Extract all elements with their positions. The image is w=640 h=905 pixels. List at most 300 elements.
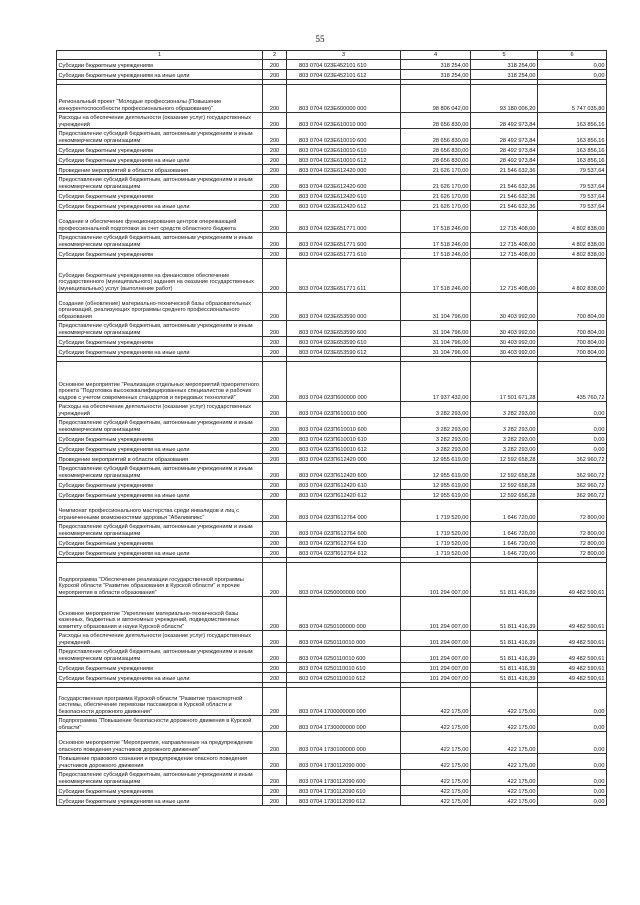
executed-amount: 51 811 416,39: [471, 663, 538, 673]
approved-amount: 12 955 619,00: [401, 480, 471, 490]
approved-amount: 31 104 796,00: [401, 321, 471, 337]
table-row: [57, 113, 607, 129]
budget-classification-code: 803 0704 023Е610010 612: [287, 155, 401, 165]
executed-amount: 21 546 632,36: [471, 191, 538, 201]
admin-code: 200: [263, 129, 287, 145]
line-item-name: Предоставление субсидий бюджетным, автономным учреждениям и иным некоммерческим организациям: [57, 418, 263, 434]
line-item-name: Расходы на обеспечение деятельности (оказание услуг) государственных учреждений: [57, 402, 263, 418]
table-row: [57, 770, 607, 786]
budget-classification-code: 803 0704 023Е612420 600: [287, 175, 401, 191]
line-item-name: Основное мероприятие "Укрепление материально-технической базы казенных, бюджетных и автономных учреждений, подведомственных комитету образования и науки Курской области": [57, 597, 263, 631]
unexecuted-amount: 72 800,00: [538, 538, 607, 548]
line-item-name: Субсидии бюджетным учреждениям: [57, 786, 263, 796]
unexecuted-amount: 49 482 590,61: [538, 631, 607, 647]
admin-code: 200: [263, 480, 287, 490]
column-header: 2: [263, 51, 287, 60]
unexecuted-amount: 0,00: [538, 444, 607, 454]
executed-amount: 3 282 293,00: [471, 444, 538, 454]
unexecuted-amount: 163 856,16: [538, 155, 607, 165]
admin-code: 200: [263, 113, 287, 129]
line-item-name: Предоставление субсидий бюджетным, автономным учреждениям и иным некоммерческим организациям: [57, 233, 263, 249]
executed-amount: 30 403 992,00: [471, 347, 538, 357]
admin-code: 200: [263, 201, 287, 211]
table-row: [57, 85, 607, 113]
approved-amount: 31 104 796,00: [401, 347, 471, 357]
admin-code: 200: [263, 490, 287, 500]
admin-code: 200: [263, 337, 287, 347]
line-item-name: Субсидии бюджетным учреждениям на иные цели: [57, 70, 263, 80]
table-row: [57, 347, 607, 357]
executed-amount: 93 180 006,20: [471, 85, 538, 113]
page-number: 55: [315, 34, 325, 44]
budget-classification-code: 803 0704 023Е653590 600: [287, 321, 401, 337]
approved-amount: 3 282 293,00: [401, 434, 471, 444]
unexecuted-amount: 0,00: [538, 754, 607, 770]
approved-amount: 3 282 293,00: [401, 418, 471, 434]
admin-code: 200: [263, 597, 287, 631]
budget-classification-code: 803 0704 023Е653590 610: [287, 337, 401, 347]
table-row: [57, 663, 607, 673]
unexecuted-amount: 700 804,00: [538, 337, 607, 347]
line-item-name: Предоставление субсидий бюджетным, автономным учреждениям и иным некоммерческим организациям: [57, 522, 263, 538]
executed-amount: 1 646 720,00: [471, 538, 538, 548]
approved-amount: 318 254,00: [401, 60, 471, 70]
admin-code: 200: [263, 60, 287, 70]
header-row: [57, 51, 607, 60]
admin-code: 200: [263, 522, 287, 538]
table-row: [57, 70, 607, 80]
approved-amount: 101 294 007,00: [401, 563, 471, 597]
executed-amount: 422 175,00: [471, 786, 538, 796]
table-row: [57, 548, 607, 558]
admin-code: 200: [263, 347, 287, 357]
admin-code: 200: [263, 70, 287, 80]
budget-classification-code: 803 0704 023Е612420 610: [287, 191, 401, 201]
line-item-name: Расходы на обеспечение деятельности (оказание услуг) государственных учреждений: [57, 631, 263, 647]
unexecuted-amount: 700 804,00: [538, 293, 607, 321]
table-row: [57, 454, 607, 464]
column-header: 3: [287, 51, 401, 60]
budget-classification-code: 803 0704 023Е651771 610: [287, 249, 401, 259]
line-item-name: Субсидии бюджетным учреждениям на иные цели: [57, 201, 263, 211]
approved-amount: 17 518 246,00: [401, 249, 471, 259]
approved-amount: 1 719 520,00: [401, 538, 471, 548]
unexecuted-amount: 0,00: [538, 716, 607, 732]
budget-classification-code: 803 0704 023П612764 600: [287, 522, 401, 538]
table-row: [57, 631, 607, 647]
line-item-name: Субсидии бюджетным учреждениям на иные цели: [57, 347, 263, 357]
line-item-name: Основное мероприятие "Реализация отдельных мероприятий приоритетного проекта "Подготовка высококвалифицированных специалистов и рабочих кадров с учетом современных стандартов и передовых технологий": [57, 362, 263, 402]
approved-amount: 318 254,00: [401, 70, 471, 80]
budget-classification-code: 803 0704 023Е452101 610: [287, 60, 401, 70]
budget-classification-code: 803 0704 0250110010 612: [287, 673, 401, 683]
unexecuted-amount: 362 960,72: [538, 480, 607, 490]
line-item-name: Подпрограмма "Повышение безопасности дорожного движения в Курской области": [57, 716, 263, 732]
table-row: [57, 538, 607, 548]
budget-classification-code: 803 0704 023Е612420 612: [287, 201, 401, 211]
unexecuted-amount: 700 804,00: [538, 347, 607, 357]
line-item-name: Проведение мероприятий в области образования: [57, 165, 263, 175]
table-row: [57, 145, 607, 155]
approved-amount: 12 955 619,00: [401, 454, 471, 464]
executed-amount: 12 715 408,00: [471, 211, 538, 233]
budget-classification-code: 803 0704 1730112090 000: [287, 754, 401, 770]
approved-amount: 422 175,00: [401, 732, 471, 754]
admin-code: 200: [263, 145, 287, 155]
unexecuted-amount: 362 960,72: [538, 464, 607, 480]
executed-amount: 3 282 293,00: [471, 434, 538, 444]
executed-amount: 12 715 408,00: [471, 233, 538, 249]
line-item-name: Субсидии бюджетным учреждениям на иные цели: [57, 548, 263, 558]
admin-code: 200: [263, 191, 287, 201]
table-row: [57, 522, 607, 538]
budget-classification-code: 803 0704 0250000000 000: [287, 563, 401, 597]
budget-classification-code: 803 0704 023П612764 612: [287, 548, 401, 558]
budget-classification-code: 803 0704 023П612420 612: [287, 490, 401, 500]
unexecuted-amount: 72 800,00: [538, 500, 607, 522]
unexecuted-amount: 79 537,64: [538, 201, 607, 211]
line-item-name: Субсидии бюджетным учреждениям на финансовое обеспечение государственного (муниципального) задания на оказание государственных (муниципальных) услуг (выполнение работ): [57, 259, 263, 293]
table-row: [57, 673, 607, 683]
table-row: [57, 786, 607, 796]
unexecuted-amount: 72 800,00: [538, 548, 607, 558]
admin-code: 200: [263, 418, 287, 434]
line-item-name: Субсидии бюджетным учреждениям на иные цели: [57, 155, 263, 165]
executed-amount: 12 715 408,00: [471, 249, 538, 259]
table-row: [57, 480, 607, 490]
admin-code: 200: [263, 434, 287, 444]
line-item-name: Субсидии бюджетным учреждениям: [57, 480, 263, 490]
admin-code: 200: [263, 673, 287, 683]
approved-amount: 12 955 619,00: [401, 464, 471, 480]
column-header: 4: [401, 51, 471, 60]
unexecuted-amount: 4 802 838,00: [538, 211, 607, 233]
line-item-name: Предоставление субсидий бюджетным, автономным учреждениям и иным некоммерческим организациям: [57, 321, 263, 337]
unexecuted-amount: 4 802 838,00: [538, 259, 607, 293]
line-item-name: Субсидии бюджетным учреждениям на иные цели: [57, 796, 263, 806]
budget-classification-code: 803 0704 023П610010 612: [287, 444, 401, 454]
table-row: [57, 259, 607, 293]
unexecuted-amount: 79 537,64: [538, 165, 607, 175]
line-item-name: Региональный проект "Молодые профессионалы (Повышение конкурентоспособности профессионального образования)": [57, 85, 263, 113]
unexecuted-amount: 0,00: [538, 732, 607, 754]
approved-amount: 31 104 796,00: [401, 293, 471, 321]
approved-amount: 12 955 619,00: [401, 490, 471, 500]
admin-code: 200: [263, 548, 287, 558]
unexecuted-amount: 4 802 838,00: [538, 249, 607, 259]
line-item-name: Расходы на обеспечение деятельности (оказание услуг) государственных учреждений: [57, 113, 263, 129]
executed-amount: 3 282 293,00: [471, 402, 538, 418]
unexecuted-amount: 362 960,72: [538, 454, 607, 464]
admin-code: 200: [263, 786, 287, 796]
budget-classification-code: 803 0704 023П612420 600: [287, 464, 401, 480]
table-row: [57, 191, 607, 201]
executed-amount: 28 492 973,84: [471, 113, 538, 129]
budget-classification-code: 803 0704 1700000000 000: [287, 688, 401, 716]
line-item-name: Предоставление субсидий бюджетным, автономным учреждениям и иным некоммерческим организациям: [57, 464, 263, 480]
line-item-name: Повышение правового сознания и предупреждение опасного поведения участников дорожного движения: [57, 754, 263, 770]
table-row: [57, 688, 607, 716]
table-row: [57, 647, 607, 663]
approved-amount: 1 719 520,00: [401, 548, 471, 558]
line-item-name: Субсидии бюджетным учреждениям: [57, 249, 263, 259]
executed-amount: 422 175,00: [471, 754, 538, 770]
line-item-name: Предоставление субсидий бюджетным, автономным учреждениям и иным некоммерческим организациям: [57, 175, 263, 191]
unexecuted-amount: 700 804,00: [538, 321, 607, 337]
executed-amount: 12 592 658,28: [471, 480, 538, 490]
executed-amount: 51 811 416,39: [471, 597, 538, 631]
executed-amount: 21 546 632,36: [471, 165, 538, 175]
column-header: 6: [538, 51, 607, 60]
budget-classification-code: 803 0704 023Е452101 612: [287, 70, 401, 80]
executed-amount: 422 175,00: [471, 732, 538, 754]
admin-code: 200: [263, 175, 287, 191]
table-row: [57, 500, 607, 522]
budget-classification-code: 803 0704 023Е610010 610: [287, 145, 401, 155]
executed-amount: 422 175,00: [471, 770, 538, 786]
admin-code: 200: [263, 770, 287, 786]
executed-amount: 28 492 973,84: [471, 145, 538, 155]
approved-amount: 21 626 170,00: [401, 165, 471, 175]
budget-classification-code: 803 0704 1730112090 610: [287, 786, 401, 796]
budget-classification-code: 803 0704 023Е651771 000: [287, 211, 401, 233]
unexecuted-amount: 49 482 590,61: [538, 597, 607, 631]
budget-classification-code: 803 0704 0250100000 000: [287, 597, 401, 631]
table-row: [57, 362, 607, 402]
approved-amount: 422 175,00: [401, 688, 471, 716]
table-row: [57, 60, 607, 70]
unexecuted-amount: 5 747 035,80: [538, 85, 607, 113]
unexecuted-amount: 0,00: [538, 60, 607, 70]
budget-classification-code: 803 0704 023П610010 610: [287, 434, 401, 444]
unexecuted-amount: 0,00: [538, 796, 607, 806]
admin-code: 200: [263, 663, 287, 673]
admin-code: 200: [263, 732, 287, 754]
admin-code: 200: [263, 293, 287, 321]
budget-classification-code: 803 0704 0250110010 000: [287, 631, 401, 647]
table-row: [57, 249, 607, 259]
approved-amount: 28 656 830,00: [401, 145, 471, 155]
admin-code: 200: [263, 631, 287, 647]
unexecuted-amount: 49 482 590,61: [538, 663, 607, 673]
executed-amount: 51 811 416,39: [471, 563, 538, 597]
unexecuted-amount: 49 482 590,61: [538, 673, 607, 683]
budget-classification-code: 803 0704 1730112090 612: [287, 796, 401, 806]
executed-amount: 422 175,00: [471, 688, 538, 716]
approved-amount: 101 294 007,00: [401, 597, 471, 631]
admin-code: 200: [263, 647, 287, 663]
executed-amount: 1 646 720,00: [471, 500, 538, 522]
line-item-name: Субсидии бюджетным учреждениям: [57, 145, 263, 155]
approved-amount: 101 294 007,00: [401, 647, 471, 663]
budget-classification-code: 803 0704 023Е653590 612: [287, 347, 401, 357]
admin-code: 200: [263, 165, 287, 175]
approved-amount: 3 282 293,00: [401, 444, 471, 454]
approved-amount: 31 104 796,00: [401, 337, 471, 347]
budget-classification-code: 803 0704 023П612764 000: [287, 500, 401, 522]
admin-code: 200: [263, 155, 287, 165]
executed-amount: 51 811 416,39: [471, 673, 538, 683]
table-row: [57, 732, 607, 754]
executed-amount: 12 715 408,00: [471, 259, 538, 293]
unexecuted-amount: 0,00: [538, 786, 607, 796]
table-row: [57, 211, 607, 233]
executed-amount: 12 592 658,28: [471, 454, 538, 464]
line-item-name: Субсидии бюджетным учреждениям на иные цели: [57, 673, 263, 683]
table-row: [57, 321, 607, 337]
budget-classification-code: 803 0704 0250110010 600: [287, 647, 401, 663]
executed-amount: 12 592 658,28: [471, 490, 538, 500]
line-item-name: Предоставление субсидий бюджетным, автономным учреждениям и иным некоммерческим организациям: [57, 770, 263, 786]
executed-amount: 51 811 416,39: [471, 631, 538, 647]
line-item-name: Государственная программа Курской области "Развитие транспортной системы, обеспечение перевозки пассажиров в Курской области и безопасности дорожного движения": [57, 688, 263, 716]
approved-amount: 17 518 246,00: [401, 259, 471, 293]
approved-amount: 28 656 830,00: [401, 113, 471, 129]
admin-code: 200: [263, 402, 287, 418]
table-row: [57, 201, 607, 211]
table-row: [57, 490, 607, 500]
budget-classification-code: 803 0704 023Е612420 000: [287, 165, 401, 175]
executed-amount: 1 646 720,00: [471, 548, 538, 558]
unexecuted-amount: 72 800,00: [538, 522, 607, 538]
unexecuted-amount: 4 802 838,00: [538, 233, 607, 249]
executed-amount: 422 175,00: [471, 716, 538, 732]
admin-code: 200: [263, 321, 287, 337]
approved-amount: 422 175,00: [401, 770, 471, 786]
approved-amount: 101 294 007,00: [401, 631, 471, 647]
admin-code: 200: [263, 444, 287, 454]
unexecuted-amount: 49 482 590,61: [538, 647, 607, 663]
table-row: [57, 563, 607, 597]
unexecuted-amount: 163 856,16: [538, 145, 607, 155]
unexecuted-amount: 49 482 590,61: [538, 563, 607, 597]
budget-classification-code: 803 0704 1730100000 000: [287, 732, 401, 754]
table-row: [57, 293, 607, 321]
executed-amount: 21 546 632,36: [471, 201, 538, 211]
admin-code: 200: [263, 211, 287, 233]
table-row: [57, 175, 607, 191]
unexecuted-amount: 79 537,64: [538, 191, 607, 201]
budget-classification-code: 803 0704 023П612420 000: [287, 454, 401, 464]
budget-execution-table: [56, 50, 607, 806]
executed-amount: 422 175,00: [471, 796, 538, 806]
table-row: [57, 597, 607, 631]
table-row: [57, 754, 607, 770]
budget-classification-code: 803 0704 023П612420 610: [287, 480, 401, 490]
approved-amount: 422 175,00: [401, 796, 471, 806]
approved-amount: 21 626 170,00: [401, 201, 471, 211]
line-item-name: Субсидии бюджетным учреждениям: [57, 538, 263, 548]
approved-amount: 1 719 520,00: [401, 500, 471, 522]
line-item-name: Субсидии бюджетным учреждениям: [57, 60, 263, 70]
executed-amount: 51 811 416,39: [471, 647, 538, 663]
budget-classification-code: 803 0704 0250110010 610: [287, 663, 401, 673]
budget-classification-code: 803 0704 023П600000 000: [287, 362, 401, 402]
table-row: [57, 155, 607, 165]
unexecuted-amount: 0,00: [538, 418, 607, 434]
executed-amount: 1 646 720,00: [471, 522, 538, 538]
executed-amount: 318 254,00: [471, 60, 538, 70]
approved-amount: 101 294 007,00: [401, 673, 471, 683]
budget-classification-code: 803 0704 1730000000 000: [287, 716, 401, 732]
executed-amount: 318 254,00: [471, 70, 538, 80]
approved-amount: 28 656 830,00: [401, 129, 471, 145]
budget-classification-code: 803 0704 023Е600000 000: [287, 85, 401, 113]
line-item-name: Основное мероприятие "Мероприятия, направленные на предупреждение опасного поведения участников дорожного движения": [57, 732, 263, 754]
admin-code: 200: [263, 464, 287, 480]
table-body: [57, 60, 607, 806]
budget-classification-code: 803 0704 023П612764 610: [287, 538, 401, 548]
unexecuted-amount: 435 760,72: [538, 362, 607, 402]
unexecuted-amount: 79 537,64: [538, 175, 607, 191]
budget-classification-code: 803 0704 023П610010 600: [287, 418, 401, 434]
executed-amount: 28 492 973,84: [471, 129, 538, 145]
line-item-name: Подпрограмма "Обеспечение реализации государственной программы Курской области "Развитие образования в Курской области" и прочие мероприятия в области образования": [57, 563, 263, 597]
admin-code: 200: [263, 563, 287, 597]
table-row: [57, 129, 607, 145]
approved-amount: 98 806 042,00: [401, 85, 471, 113]
line-item-name: Чемпионат профессионального мастерства среди инвалидов и лиц с ограниченными возможностями здоровья "Абилимпикс": [57, 500, 263, 522]
approved-amount: 422 175,00: [401, 716, 471, 732]
line-item-name: Субсидии бюджетным учреждениям на иные цели: [57, 490, 263, 500]
line-item-name: Создание и обеспечение функционирования центров опережающей профессиональной подготовки за счет средств областного бюджета: [57, 211, 263, 233]
column-header: 5: [471, 51, 538, 60]
admin-code: 200: [263, 500, 287, 522]
line-item-name: Проведение мероприятий в области образования: [57, 454, 263, 464]
executed-amount: 30 403 992,00: [471, 321, 538, 337]
approved-amount: 1 719 520,00: [401, 522, 471, 538]
admin-code: 200: [263, 249, 287, 259]
budget-classification-code: 803 0704 023Е653590 000: [287, 293, 401, 321]
approved-amount: 21 626 170,00: [401, 191, 471, 201]
unexecuted-amount: 0,00: [538, 434, 607, 444]
table-row: [57, 402, 607, 418]
admin-code: 200: [263, 454, 287, 464]
unexecuted-amount: 163 856,16: [538, 129, 607, 145]
line-item-name: Предоставление субсидий бюджетным, автономным учреждениям и иным некоммерческим организациям: [57, 647, 263, 663]
admin-code: 200: [263, 538, 287, 548]
budget-classification-code: 803 0704 1730112090 600: [287, 770, 401, 786]
approved-amount: 422 175,00: [401, 754, 471, 770]
table-row: [57, 464, 607, 480]
admin-code: 200: [263, 362, 287, 402]
column-header: 1: [57, 51, 263, 60]
admin-code: 200: [263, 716, 287, 732]
line-item-name: Предоставление субсидий бюджетным, автономным учреждениям и иным некоммерческим организациям: [57, 129, 263, 145]
approved-amount: 101 294 007,00: [401, 663, 471, 673]
admin-code: 200: [263, 796, 287, 806]
approved-amount: 3 282 293,00: [401, 402, 471, 418]
executed-amount: 30 403 992,00: [471, 337, 538, 347]
budget-classification-code: 803 0704 023Е610010 600: [287, 129, 401, 145]
table-row: [57, 165, 607, 175]
admin-code: 200: [263, 233, 287, 249]
executed-amount: 12 592 658,28: [471, 464, 538, 480]
line-item-name: Субсидии бюджетным учреждениям: [57, 337, 263, 347]
budget-classification-code: 803 0704 023Е610010 000: [287, 113, 401, 129]
unexecuted-amount: 0,00: [538, 402, 607, 418]
approved-amount: 21 626 170,00: [401, 175, 471, 191]
admin-code: 200: [263, 754, 287, 770]
executed-amount: 28 492 973,84: [471, 155, 538, 165]
unexecuted-amount: 0,00: [538, 770, 607, 786]
executed-amount: 3 282 293,00: [471, 418, 538, 434]
unexecuted-amount: 0,00: [538, 70, 607, 80]
admin-code: 200: [263, 85, 287, 113]
table-row: [57, 418, 607, 434]
unexecuted-amount: 163 856,16: [538, 113, 607, 129]
table-row: [57, 716, 607, 732]
